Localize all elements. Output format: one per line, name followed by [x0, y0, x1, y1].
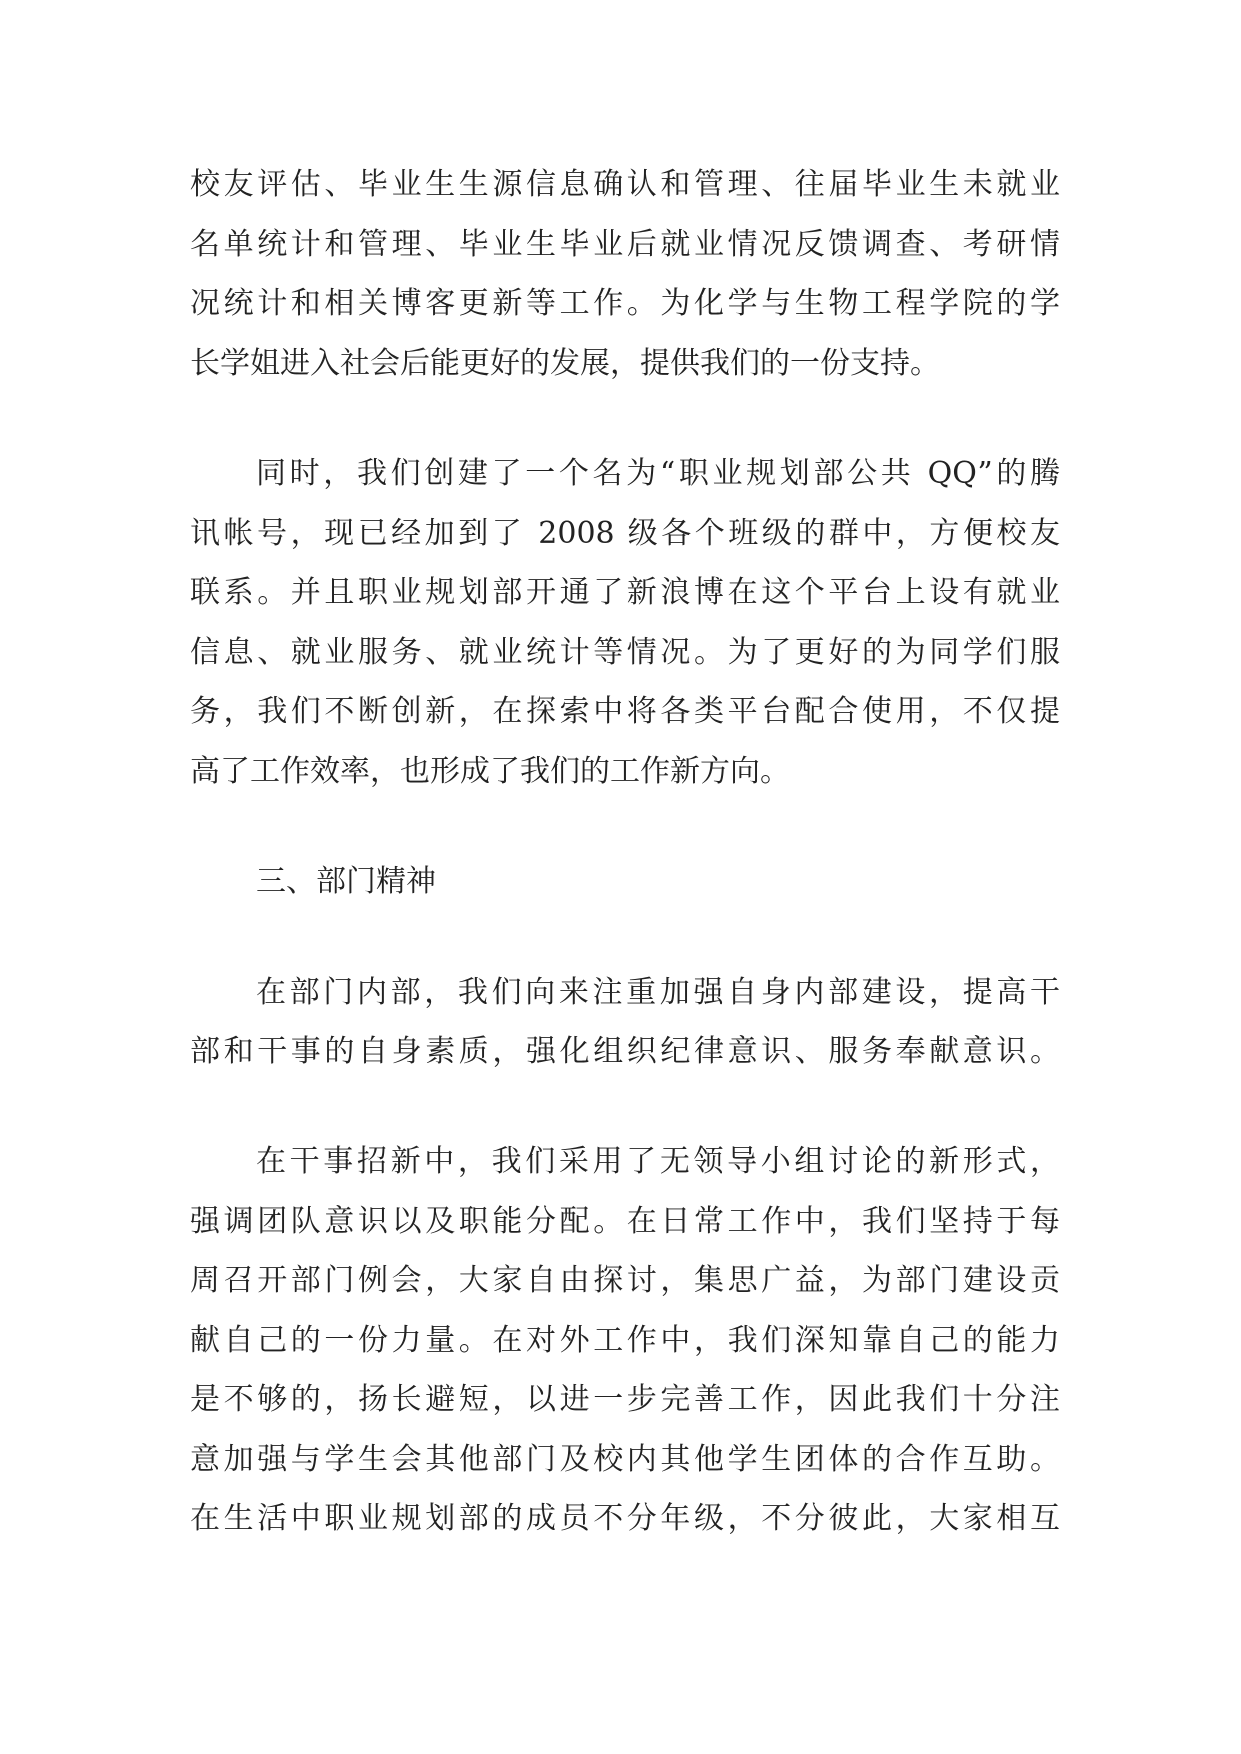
paragraph-1-line-4: 长学姐进入社会后能更好的发展，提供我们的一份支持。 — [190, 346, 940, 381]
paragraph-4-line-7: 在生活中职业规划部的成员不分年级，不分彼此，大家相互 — [190, 1501, 1060, 1536]
paragraph-2-line-4: 信息、就业服务、就业统计等情况。为了更好的为同学们服 — [190, 635, 1060, 670]
paragraph-2-line-6: 高了工作效率，也形成了我们的工作新方向。 — [190, 754, 790, 789]
paragraph-2-line-1: 同时，我们创建了一个名为“职业规划部公共 QQ”的腾 — [256, 456, 1060, 491]
paragraph-2-line-5: 务，我们不断创新，在探索中将各类平台配合使用，不仅提 — [190, 694, 1060, 729]
paragraph-4-line-4: 献自己的一份力量。在对外工作中，我们深知靠自己的能力 — [190, 1323, 1060, 1358]
paragraph-1-line-2: 名单统计和管理、毕业生毕业后就业情况反馈调查、考研情 — [190, 227, 1060, 262]
paragraph-3-line-2: 部和干事的自身素质，强化组织纪律意识、服务奉献意识。 — [190, 1034, 1060, 1069]
paragraph-1-line-1: 校友评估、毕业生生源信息确认和管理、往届毕业生未就业 — [190, 167, 1060, 202]
paragraph-3-line-1: 在部门内部，我们向来注重加强自身内部建设，提高干 — [256, 975, 1060, 1010]
paragraph-4-line-3: 周召开部门例会，大家自由探讨，集思广益，为部门建设贡 — [190, 1263, 1060, 1298]
paragraph-2-line-3: 联系。并且职业规划部开通了新浪博在这个平台上设有就业 — [190, 575, 1060, 610]
paragraph-4-line-1: 在干事招新中，我们采用了无领导小组讨论的新形式， — [256, 1144, 1060, 1179]
paragraph-2-line-2: 讯帐号，现已经加到了 2008 级各个班级的群中，方便校友 — [190, 516, 1060, 551]
paragraph-4-line-2: 强调团队意识以及职能分配。在日常工作中，我们坚持于每 — [190, 1204, 1060, 1239]
paragraph-1-line-3: 况统计和相关博客更新等工作。为化学与生物工程学院的学 — [190, 286, 1060, 321]
paragraph-4-line-6: 意加强与学生会其他部门及校内其他学生团体的合作互助。 — [190, 1442, 1060, 1477]
section-heading: 三、部门精神 — [256, 864, 436, 899]
paragraph-4-line-5: 是不够的，扬长避短，以进一步完善工作，因此我们十分注 — [190, 1382, 1060, 1417]
